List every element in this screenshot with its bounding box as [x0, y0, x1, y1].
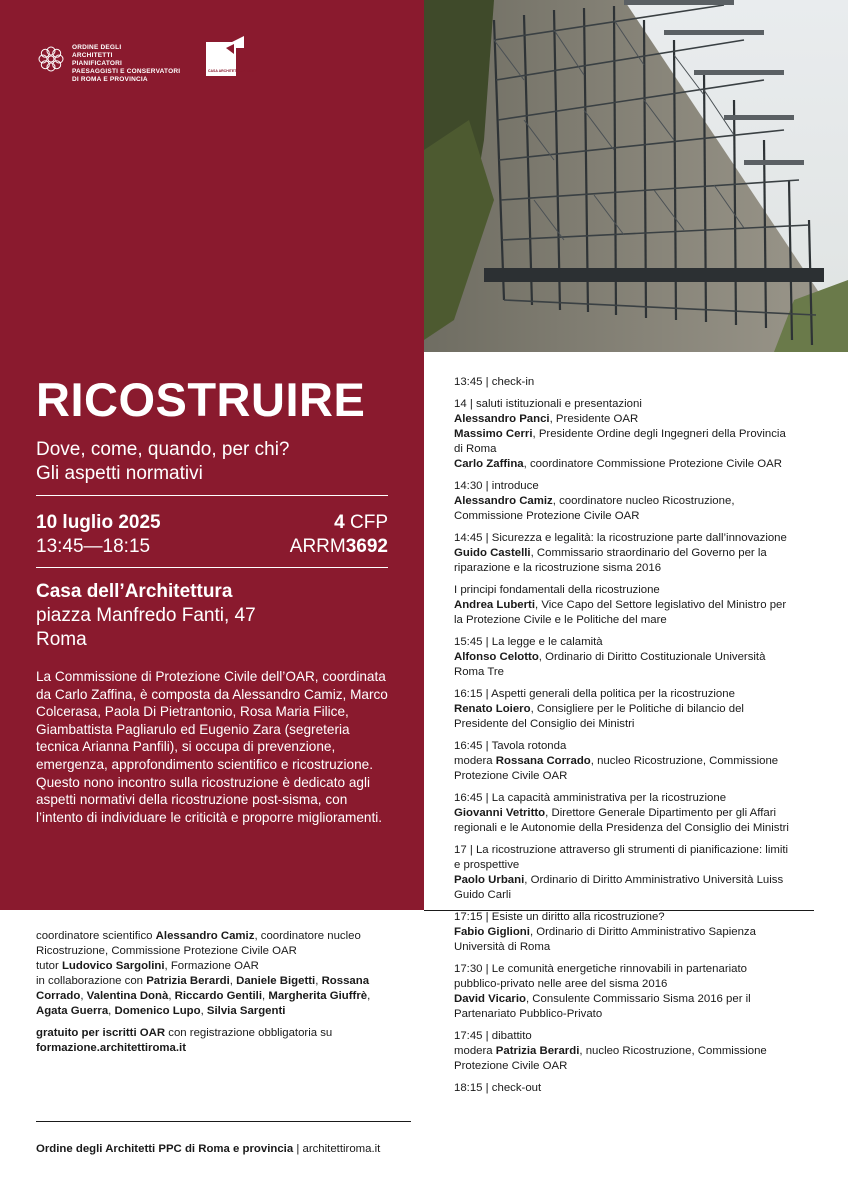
schedule-line — [454, 665, 824, 680]
schedule-line — [454, 717, 824, 732]
schedule-line — [454, 687, 824, 702]
casa-architettura-logo-icon — [206, 36, 258, 76]
course-code — [290, 535, 388, 559]
schedule-text: regionali e le Autonomie della Presidenza del Consiglio dei Ministri — [454, 822, 789, 834]
person-name: Silvia Sargenti — [206, 1005, 286, 1017]
schedule-line — [454, 397, 824, 412]
schedule-line — [454, 1081, 824, 1096]
speaker-name: Carlo Zaffina — [454, 458, 524, 470]
schedule-line — [454, 375, 824, 390]
person-name: Ludovico Sargolini — [61, 960, 165, 972]
schedule-text: , Consulente Commissario Sisma 2016 per il — [525, 993, 751, 1005]
schedule-item — [454, 397, 824, 472]
speaker-name: Patrizia Berardi — [495, 1045, 580, 1057]
person-name: Rossana — [321, 975, 370, 987]
speaker-name: Fabio Giglioni — [454, 926, 530, 938]
speaker-name: David Vicario — [454, 993, 526, 1005]
schedule-text: , coordinatore Commissione Protezione Civile OAR — [523, 458, 782, 470]
schedule-line — [454, 457, 824, 472]
credits-line — [36, 944, 416, 959]
credits-text: , coordinatore nucleo — [254, 930, 361, 942]
schedule-line — [454, 598, 824, 613]
schedule-line — [454, 806, 824, 821]
event-subtitle — [36, 438, 290, 486]
schedule-text: , Vice Capo del Settore legislativo del Ministro per — [535, 599, 787, 611]
schedule-line — [454, 1044, 824, 1059]
schedule-text: 17:15 | Esiste un diritto alla ricostruzione? — [454, 911, 665, 923]
speaker-name: Paolo Urbani — [454, 874, 525, 886]
credits-text: , — [229, 975, 237, 987]
schedule-text: , Direttore Generale Dipartimento per gli Affari — [545, 807, 777, 819]
schedule-text: , Ordinario di Diritto Costituzionale Università — [538, 651, 766, 663]
schedule-line — [454, 1007, 824, 1022]
oar-logo-line: PAESAGGISTI E CONSERVATORI — [72, 68, 181, 75]
venue-address: piazza Manfredo Fanti, 47 — [36, 605, 256, 626]
schedule-text: 13:45 | check-in — [454, 376, 535, 388]
registration-line — [36, 1026, 332, 1041]
schedule-line — [454, 992, 824, 1007]
schedule-line — [454, 546, 824, 561]
schedule-line — [454, 873, 824, 888]
schedule-line — [454, 977, 824, 992]
person-name: Agata Guerra — [36, 1005, 109, 1017]
schedule-line — [454, 769, 824, 784]
schedule-text: Presidente del Consiglio dei Ministri — [454, 718, 635, 730]
scaffolding-photo — [424, 0, 848, 352]
credits-text: , — [315, 975, 322, 987]
schedule-text: 16:45 | La capacità amministrativa per la ricostruzione — [454, 792, 727, 804]
credits-text: , — [80, 990, 87, 1002]
divider — [424, 910, 814, 911]
event-time: 13:45—18:15 — [36, 536, 151, 557]
schedule-text: 14 | saluti istituzionali e presentazioni — [454, 398, 642, 410]
credits-line — [36, 974, 416, 989]
schedule-item — [454, 375, 824, 390]
subtitle-line-2: Gli aspetti normativi — [36, 463, 203, 484]
person-name: Alessandro Camiz — [155, 930, 255, 942]
oar-logo-line: ORDINE DEGLI — [72, 44, 122, 51]
subtitle-line-1: Dove, come, quando, per chi? — [36, 439, 290, 460]
divider — [36, 1121, 411, 1122]
oar-logo-icon — [36, 44, 66, 74]
schedule-text: la Protezione Civile e le Politiche del mare — [454, 614, 667, 626]
schedule-line — [454, 791, 824, 806]
schedule-item — [454, 687, 824, 732]
free-label: gratuito per iscritti OAR — [36, 1027, 166, 1039]
schedule-text: , Presidente OAR — [549, 413, 639, 425]
footer-website-link[interactable]: architettiroma.it — [302, 1143, 381, 1155]
person-name: Valentina Donà — [86, 990, 169, 1002]
schedule-text: , Ordinario di Diritto Amministrativo Università Luiss — [524, 874, 784, 886]
schedule-line — [454, 821, 824, 836]
speaker-name: Rossana Corrado — [495, 755, 591, 767]
venue-city: Roma — [36, 629, 87, 650]
schedule-text: 17 | La ricostruzione attraverso gli strumenti di pianificazione: limiti — [454, 844, 789, 856]
footer-org: Ordine degli Architetti PPC di Roma e provincia — [36, 1143, 294, 1155]
registration-link-text[interactable]: formazione.architettiroma.it — [36, 1042, 187, 1054]
schedule-text: 16:15 | Aspetti generali della politica per la ricostruzione — [454, 688, 735, 700]
person-name: Domenico Lupo — [114, 1005, 201, 1017]
cfp-credits — [334, 511, 388, 535]
casa-logo-label: CASA ARCHITETTURA ROMA — [208, 69, 258, 73]
schedule-text: , Commissario straordinario del Governo per la — [530, 547, 767, 559]
schedule-line — [454, 925, 824, 940]
oar-logo-text — [72, 44, 180, 84]
schedule-text: pubblico-privato nelle aree del sisma 2016 — [454, 978, 668, 990]
credits-text: , — [367, 990, 371, 1002]
schedule-line — [454, 843, 824, 858]
schedule-text: modera — [454, 755, 496, 767]
footer-separator: | — [293, 1143, 303, 1155]
schedule-item — [454, 479, 824, 524]
schedule-text: I principi fondamentali della ricostruzione — [454, 584, 660, 596]
schedule-text: 18:15 | check-out — [454, 1082, 542, 1094]
schedule-line — [454, 910, 824, 925]
credits-line — [36, 959, 416, 974]
person-name: Corrado — [36, 990, 81, 1002]
cfp-label: CFP — [350, 512, 388, 533]
event-info-panel — [0, 0, 424, 910]
free-rest: con registrazione obbligatoria su — [165, 1027, 333, 1039]
schedule-item — [454, 739, 824, 784]
schedule-item — [454, 1029, 824, 1074]
schedule-item — [454, 531, 824, 576]
speaker-name: Andrea Luberti — [454, 599, 536, 611]
divider — [36, 567, 388, 568]
footer — [36, 1142, 380, 1157]
schedule-text: , Ordinario di Diritto Amministrativo Sapienza — [529, 926, 756, 938]
schedule-text: 14:45 | Sicurezza e legalità: la ricostruzione parte dall’innovazione — [454, 532, 787, 544]
schedule-line — [454, 479, 824, 494]
event-description: La Commissione di Protezione Civile dell’OAR, coordinata da Carlo Zaffina, è composta da Alessandro Camiz, Marco Colcerasa, Paola Di Pietrantonio, Rosa Maria Filice, Giambattista Pagliarulo ed Eugenio Zara (segreteria tecnica Arianna Panfili), si occupa di prevenzione, emergenza, approfondimento scientifico e ricostruzione. Questo nono incontro sulla ricostruzione è dedicato agli aspetti normativi della ricostruzione post-sisma, con l’intento di individuare le criticità e proporre miglioramenti. — [36, 669, 388, 825]
course-code-number: 3692 — [345, 536, 388, 557]
schedule-text: , coordinatore nucleo Ricostruzione, — [552, 495, 735, 507]
oar-logo-line: ARCHITETTI — [72, 52, 113, 59]
schedule-text: e prospettive — [454, 859, 520, 871]
schedule-text: Commissione Protezione Civile OAR — [454, 510, 640, 522]
venue-name: Casa dell’Architettura — [36, 581, 233, 602]
credits-line — [36, 929, 416, 944]
schedule-text: , Consigliere per le Politiche di bilancio del — [530, 703, 744, 715]
credits-text: , — [200, 1005, 207, 1017]
schedule-line — [454, 962, 824, 977]
schedule-text: modera — [454, 1045, 496, 1057]
schedule-line — [454, 739, 824, 754]
schedule-line — [454, 412, 824, 427]
schedule-line — [454, 650, 824, 665]
divider — [36, 495, 388, 496]
schedule-text: Guido Carli — [454, 889, 511, 901]
schedule-line — [454, 583, 824, 598]
scaffolding-image — [424, 0, 848, 352]
credits-line — [36, 1004, 416, 1019]
credits-text: , — [168, 990, 175, 1002]
schedule-text: riparazione e la ricostruzione sisma 2016 — [454, 562, 662, 574]
schedule-line — [454, 509, 824, 524]
schedule-line — [454, 613, 824, 628]
person-name: Riccardo Gentili — [174, 990, 263, 1002]
schedule-line — [454, 940, 824, 955]
schedule-line — [454, 531, 824, 546]
registration-info — [36, 1026, 332, 1056]
schedule-text: Protezione Civile OAR — [454, 770, 568, 782]
schedule-line — [454, 702, 824, 717]
credits-text: coordinatore scientifico — [36, 930, 156, 942]
schedule-item — [454, 791, 824, 836]
speaker-name: Alfonso Celotto — [454, 651, 539, 663]
program-schedule — [454, 375, 824, 1103]
credits-text: in collaborazione con — [36, 975, 147, 987]
schedule-text: , nucleo Ricostruzione, Commissione — [579, 1045, 767, 1057]
schedule-text: 15:45 | La legge e le calamità — [454, 636, 603, 648]
person-name: Patrizia Berardi — [146, 975, 230, 987]
credits-block — [36, 929, 416, 1019]
credits-line — [36, 989, 416, 1004]
schedule-line — [454, 561, 824, 576]
schedule-text: , Presidente Ordine degli Ingegneri della Provincia — [532, 428, 786, 440]
schedule-item — [454, 910, 824, 955]
schedule-text: Roma Tre — [454, 666, 505, 678]
schedule-text: 14:30 | introduce — [454, 480, 539, 492]
oar-logo-line: DI ROMA E PROVINCIA — [72, 76, 148, 83]
schedule-item — [454, 1081, 824, 1096]
credits-text: , — [108, 1005, 115, 1017]
schedule-line — [454, 635, 824, 650]
schedule-item — [454, 635, 824, 680]
event-date: 10 luglio 2025 — [36, 512, 161, 533]
cfp-number: 4 — [334, 512, 345, 533]
schedule-line — [454, 888, 824, 903]
person-name: Margherita Giuffrè — [268, 990, 368, 1002]
registration-link[interactable] — [36, 1041, 332, 1056]
speaker-name: Renato Loiero — [454, 703, 531, 715]
schedule-text: 17:45 | dibattito — [454, 1030, 532, 1042]
schedule-line — [454, 442, 824, 457]
schedule-text: Università di Roma — [454, 941, 551, 953]
schedule-text: Partenariato Pubblico-Privato — [454, 1008, 603, 1020]
schedule-item — [454, 843, 824, 903]
person-name: Daniele Bigetti — [236, 975, 316, 987]
schedule-line — [454, 858, 824, 873]
speaker-name: Guido Castelli — [454, 547, 531, 559]
schedule-item — [454, 962, 824, 1022]
schedule-text: Protezione Civile OAR — [454, 1060, 568, 1072]
speaker-name: Giovanni Vetritto — [454, 807, 546, 819]
schedule-item — [454, 583, 824, 628]
schedule-line — [454, 427, 824, 442]
schedule-line — [454, 1059, 824, 1074]
schedule-text: di Roma — [454, 443, 497, 455]
event-title: RICOSTRUIRE — [36, 373, 366, 426]
schedule-line — [454, 754, 824, 769]
course-code-prefix: ARRM — [289, 536, 346, 557]
schedule-text: 17:30 | Le comunità energetiche rinnovabili in partenariato — [454, 963, 747, 975]
credits-text: , — [262, 990, 269, 1002]
speaker-name: Alessandro Camiz — [454, 495, 553, 507]
schedule-line — [454, 1029, 824, 1044]
credits-text: Ricostruzione, Commissione Protezione Civile OAR — [36, 945, 297, 957]
credits-text: , Formazione OAR — [164, 960, 259, 972]
speaker-name: Alessandro Panci — [454, 413, 550, 425]
speaker-name: Massimo Cerri — [454, 428, 533, 440]
oar-logo-line: PIANIFICATORI — [72, 60, 123, 67]
schedule-line — [454, 494, 824, 509]
schedule-text: , nucleo Ricostruzione, Commissione — [590, 755, 779, 767]
schedule-text: 16:45 | Tavola rotonda — [454, 740, 567, 752]
credits-text: tutor — [36, 960, 62, 972]
